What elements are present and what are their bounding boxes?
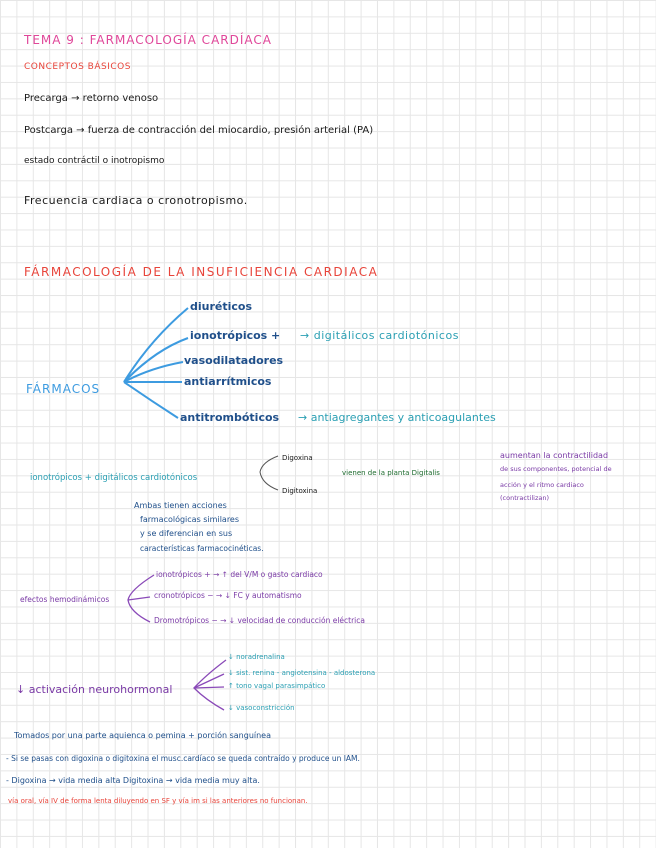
hemo-inotropicos: ionotrópicos + → ↑ del V/M o gasto cardiaco [156, 570, 323, 579]
hemo-cronotropicos: cronotrópicos − → ↓ FC y automatismo [154, 591, 302, 600]
farmacos-root: FÁRMACOS [26, 382, 101, 396]
note-line-2: farmacológicas similares [140, 515, 240, 524]
branch-antitromboticos: antitrombóticos [180, 411, 280, 424]
note-line-4: características farmacocinéticas. [140, 544, 264, 553]
neuro-item-1: ↓ noradrenalina [228, 653, 285, 661]
branch-vasodilatadores: vasodilatadores [184, 354, 284, 367]
digitalis-origin: vienen de la planta Digitalis [342, 469, 440, 477]
hemo-dromotropicos: Dromotrópicos − → ↓ velocidad de conducción eléctrica [154, 616, 365, 625]
neuro-item-4: ↓ vasoconstricción [228, 704, 295, 712]
note-line-3: y se diferencian en sus [140, 529, 233, 538]
branch-inotropicos-extra: → digitálicos cardiotónicos [300, 329, 459, 342]
footer-line-1: Tomados por una parte aquienca o pemina + porción sanguínea [14, 731, 272, 740]
footer-line-2: - Si se pasas con digoxina o digitoxina el musc.cardíaco se queda contraído y produce un IAM. [6, 754, 360, 763]
concept-postcarga: Postcarga → fuerza de contracción del miocardio, presión arterial (PA) [24, 125, 374, 136]
section-title: FÁRMACOLOGÍA DE LA INSUFICIENCIA CARDIACA [24, 265, 379, 279]
page-title: TEMA 9 : FARMACOLOGÍA CARDÍACA [24, 33, 272, 47]
concept-cronotropismo: Frecuencia cardiaca o cronotropismo. [24, 194, 248, 207]
concept-precarga: Precarga → retorno venoso [24, 93, 159, 104]
neuro-item-2: ↓ sist. renina - angiotensina - aldosterona [228, 669, 376, 677]
concept-inotropismo: estado contráctil o inotropismo [24, 156, 165, 166]
branch-inotropicos: ionotrópicos + [190, 329, 281, 342]
neurohormonal-label: ↓ activación neurohormonal [16, 683, 173, 696]
branch-diureticos: diuréticos [190, 300, 253, 313]
effect-line-2: de sus componentes, potencial de [500, 465, 612, 473]
neuro-item-3: ↑ tono vagal parasimpático [228, 682, 326, 690]
branch-antiarritmicos: antiarrítmicos [184, 375, 272, 388]
inotropicos-label: ionotrópicos + digitálicos cardiotónicos [30, 473, 198, 483]
effect-line-4: (contractilizan) [500, 494, 550, 502]
footer-line-3: - Digoxina → vida media alta Digitoxina → vida media muy alta. [6, 776, 260, 785]
section-subtitle: CONCEPTOS BÁSICOS [24, 62, 131, 72]
note-line-1: Ambas tienen acciones [134, 501, 227, 510]
drug-digitoxina: Digitoxina [282, 487, 318, 495]
footer-line-4: vía oral, vía IV de forma lenta diluyendo en SF y vía im si las anteriores no funcionan. [8, 797, 308, 805]
effect-line-3: acción y el ritmo cardiaco [500, 481, 584, 489]
drug-digoxina: Digoxina [282, 454, 313, 462]
branch-antitromboticos-extra: → antiagregantes y anticoagulantes [298, 411, 496, 424]
hemodinamicos-label: efectos hemodinámicos [20, 595, 110, 604]
effect-line-1: aumentan la contractilidad [500, 451, 609, 460]
